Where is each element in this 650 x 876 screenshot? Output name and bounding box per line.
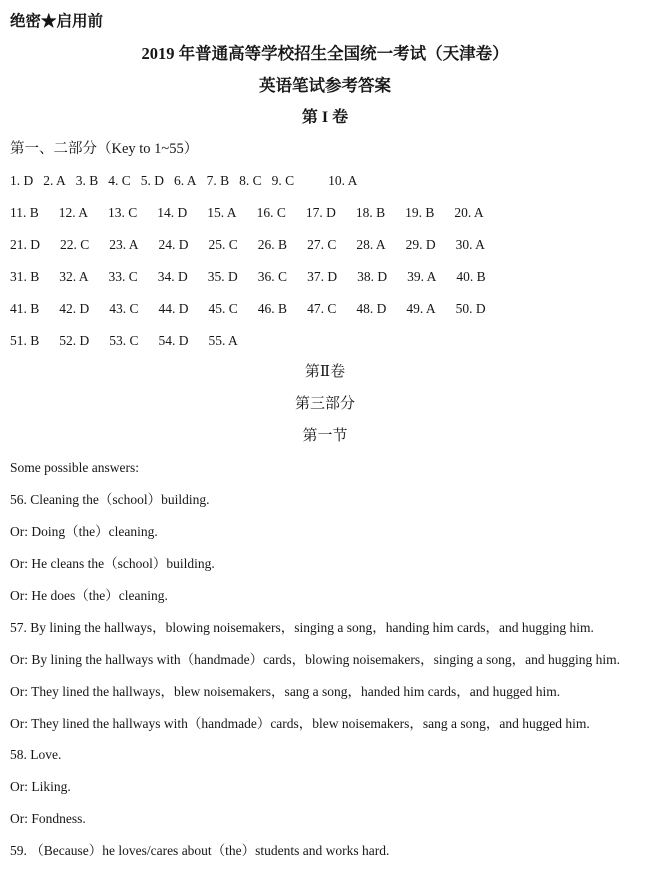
free-response-line: Or: He cleans the（school）building. <box>10 556 215 572</box>
answer-item: 36. C <box>257 269 288 285</box>
volume-2-heading: 第Ⅱ卷 <box>304 363 346 380</box>
answer-row <box>0 261 650 293</box>
section-1-heading: 第一节 <box>302 427 348 444</box>
answer-item: 33. C <box>108 269 138 285</box>
answer-item: 19. B <box>405 205 435 221</box>
answer-item: 4. C <box>108 173 131 189</box>
answer-item: 31. B <box>10 269 40 285</box>
answer-row <box>0 197 650 229</box>
answer-item: 1. D <box>10 173 34 189</box>
answer-item: 10. A <box>328 173 358 189</box>
answer-item: 12. A <box>58 205 89 221</box>
free-response-line: Or: By lining the hallways with（handmade）cards，blowing noisemakers，singing a song，and hugging him. <box>10 651 621 667</box>
answer-item: 48. D <box>356 301 387 317</box>
answer-item: 15. A <box>207 205 237 221</box>
part-1-2-heading: 第一、二部分（Key to 1~55） <box>10 140 199 157</box>
answer-item: 17. D <box>305 205 336 221</box>
answer-item: 42. D <box>59 301 90 317</box>
answer-item: 55. A <box>208 332 238 348</box>
answer-item: 37. D <box>307 269 338 285</box>
answer-item: 6. A <box>174 173 197 189</box>
answer-item: 13. C <box>108 205 138 221</box>
answer-item: 44. D <box>158 301 189 317</box>
free-response-line: 56. Cleaning the（school）building. <box>10 492 210 508</box>
answer-item: 41. B <box>10 301 40 317</box>
answer-item: 51. B <box>10 332 40 348</box>
free-response-line: Or: They lined the hallways，blew noisemakers，sang a song，handed him cards，and hugged him. <box>10 683 561 699</box>
answer-item: 3. B <box>75 173 99 189</box>
free-response-line: 59. （Because）he loves/cares about（the）students and works hard. <box>10 843 390 859</box>
answer-key-grid <box>0 165 650 356</box>
free-response-list <box>0 484 650 867</box>
answer-item: 45. C <box>208 301 238 317</box>
answer-item: 47. C <box>307 301 337 317</box>
answer-item: 30. A <box>455 237 485 253</box>
free-response-line: 57. By lining the hallways，blowing noisemakers，singing a song，handing him cards，and hugging him. <box>10 619 594 635</box>
classification-banner: 绝密★启用前 <box>10 13 104 30</box>
free-response-line: Or: Fondness. <box>10 811 86 827</box>
answer-item: 14. D <box>157 205 188 221</box>
free-response-line: 58. Love. <box>10 747 62 763</box>
document-subtitle: 英语笔试参考答案 <box>259 75 391 95</box>
answer-item: 11. B <box>10 205 39 221</box>
answer-item: 54. D <box>158 332 189 348</box>
free-response-line: Or: He does（the）cleaning. <box>10 588 168 604</box>
answer-item: 18. B <box>355 205 386 221</box>
answer-row <box>0 165 650 197</box>
answer-item: 7. B <box>206 173 230 189</box>
answer-item: 22. C <box>60 237 90 253</box>
answer-item: 20. A <box>454 205 484 221</box>
answer-item: 50. D <box>455 301 486 317</box>
answer-item: 21. D <box>10 237 40 253</box>
answer-item: 32. A <box>59 269 89 285</box>
answer-item: 53. C <box>109 332 139 348</box>
answer-item: 46. B <box>257 301 288 317</box>
answer-row <box>0 293 650 325</box>
answer-item: 38. D <box>357 269 388 285</box>
document-title: 2019 年普通高等学校招生全国统一考试（天津卷） <box>141 43 509 63</box>
answer-item: 26. B <box>257 237 288 253</box>
free-response-line: Or: They lined the hallways with（handmade）cards，blew noisemakers，sang a song，and hugged him. <box>10 715 590 731</box>
answer-item: 23. A <box>109 237 139 253</box>
answer-row <box>0 325 650 357</box>
answer-item: 2. A <box>43 173 66 189</box>
answer-item: 25. C <box>208 237 238 253</box>
free-response-line: Or: Doing（the）cleaning. <box>10 524 158 540</box>
answer-item: 5. D <box>140 173 165 189</box>
answer-item: 8. C <box>239 173 262 189</box>
answer-item: 49. A <box>406 301 436 317</box>
part-3-heading: 第三部分 <box>294 395 355 412</box>
answer-item: 40. B <box>456 269 486 285</box>
answer-item: 24. D <box>158 237 189 253</box>
answer-item: 34. D <box>157 269 188 285</box>
answer-row <box>0 229 650 261</box>
answer-item: 35. D <box>207 269 238 285</box>
answer-item: 29. D <box>405 237 436 253</box>
answer-item: 28. A <box>356 237 386 253</box>
answer-item: 52. D <box>59 332 90 348</box>
answer-item: 16. C <box>256 205 286 221</box>
answer-item: 27. C <box>307 237 337 253</box>
answer-item: 9. C <box>271 173 295 189</box>
volume-1-heading: 第 I 卷 <box>301 108 349 126</box>
answer-item: 39. A <box>407 269 437 285</box>
free-response-line: Or: Liking. <box>10 779 71 795</box>
answer-item: 43. C <box>109 301 139 317</box>
possible-answers-intro: Some possible answers: <box>10 460 139 476</box>
